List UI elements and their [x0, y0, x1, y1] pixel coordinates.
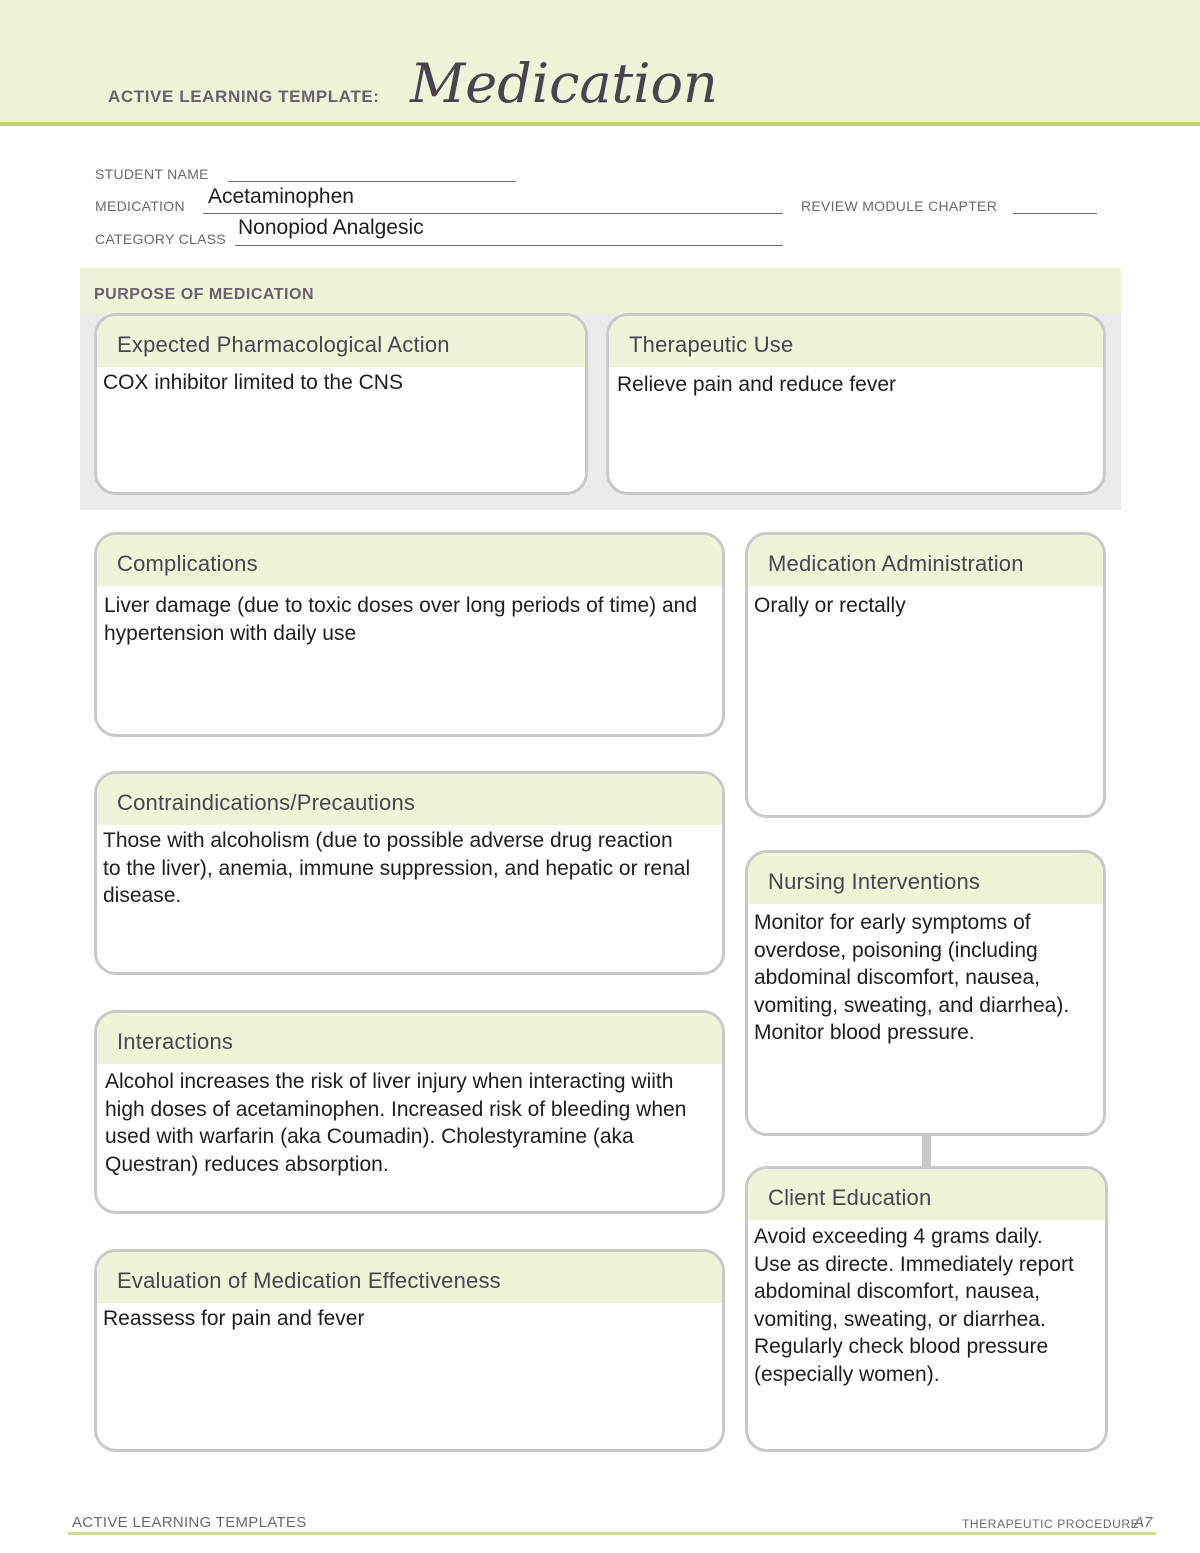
client-education-card — [745, 1166, 1108, 1452]
student-name-label: STUDENT NAME — [95, 166, 209, 182]
evaluation-text[interactable]: Reassess for pain and fever — [103, 1307, 365, 1330]
nursing-interventions-card — [745, 850, 1106, 1136]
page-title: Medication — [410, 52, 718, 115]
nursing-interventions-text[interactable]: Monitor for early symptoms of overdose, poisoning (including abdominal discomfort, nausea, vomiting, sweating, and diarrhea). Monitor blood pressure. — [754, 911, 1070, 1044]
interactions-card — [94, 1010, 725, 1214]
medication-administration-card — [745, 532, 1106, 818]
expected-action-card — [94, 313, 588, 495]
complications-title: Complications — [97, 535, 722, 586]
evaluation-card — [94, 1249, 725, 1452]
medication-field[interactable]: Acetaminophen — [208, 185, 354, 208]
contraindications-text[interactable]: Those with alcoholism (due to possible adverse drug reaction to the liver), anemia, immune suppression, and hepatic or renal disease. — [103, 829, 691, 907]
therapeutic-use-text[interactable]: Relieve pain and reduce fever — [617, 373, 897, 396]
purpose-label: PURPOSE OF MEDICATION — [94, 286, 314, 303]
student-name-line — [228, 181, 516, 182]
client-education-title: Client Education — [748, 1169, 1105, 1220]
footer-left-label: ACTIVE LEARNING TEMPLATES — [72, 1514, 307, 1531]
category-class-field[interactable]: Nonopiod Analgesic — [238, 216, 424, 239]
card-connector — [922, 1135, 931, 1167]
nursing-interventions-title: Nursing Interventions — [748, 853, 1103, 904]
contraindications-title: Contraindications/Precautions — [97, 774, 722, 825]
complications-text[interactable]: Liver damage (due to toxic doses over long periods of time) and hypertension with daily use — [104, 594, 697, 645]
complications-card — [94, 532, 725, 737]
footer-rule — [68, 1532, 1156, 1535]
medication-administration-text[interactable]: Orally or rectally — [754, 594, 906, 617]
template-label: ACTIVE LEARNING TEMPLATE: — [108, 87, 380, 106]
therapeutic-use-title: Therapeutic Use — [609, 316, 1103, 367]
medication-administration-title: Medication Administration — [748, 535, 1103, 586]
header-rule — [0, 122, 1200, 126]
interactions-title: Interactions — [97, 1013, 722, 1064]
footer-right-label: THERAPEUTIC PROCEDURE — [962, 1517, 1140, 1531]
review-module-line — [1013, 213, 1097, 214]
page-number: A7 — [1134, 1514, 1153, 1531]
medication-line — [203, 213, 783, 214]
expected-action-title: Expected Pharmacological Action — [97, 316, 585, 367]
medication-label: MEDICATION — [95, 198, 185, 214]
evaluation-title: Evaluation of Medication Effectiveness — [97, 1252, 722, 1303]
interactions-text[interactable]: Alcohol increases the risk of liver injury when interacting wiith high doses of acetaminophen. Increased risk of bleeding when used with warfarin (aka Coumadin). Cholestyramine (aka Questran) reduces absorption. — [105, 1070, 687, 1176]
category-class-line — [235, 245, 783, 246]
therapeutic-use-card — [606, 313, 1106, 495]
review-module-label: REVIEW MODULE CHAPTER — [801, 198, 998, 214]
contraindications-card — [94, 771, 725, 975]
expected-action-text[interactable]: COX inhibitor limited to the CNS — [103, 371, 403, 394]
client-education-text[interactable]: Avoid exceeding 4 grams daily. Use as directe. Immediately report abdominal discomfort, nausea, vomiting, sweating, or diarrhea. Regularly check blood pressure (especially women). — [754, 1225, 1074, 1386]
category-class-label: CATEGORY CLASS — [95, 231, 227, 247]
